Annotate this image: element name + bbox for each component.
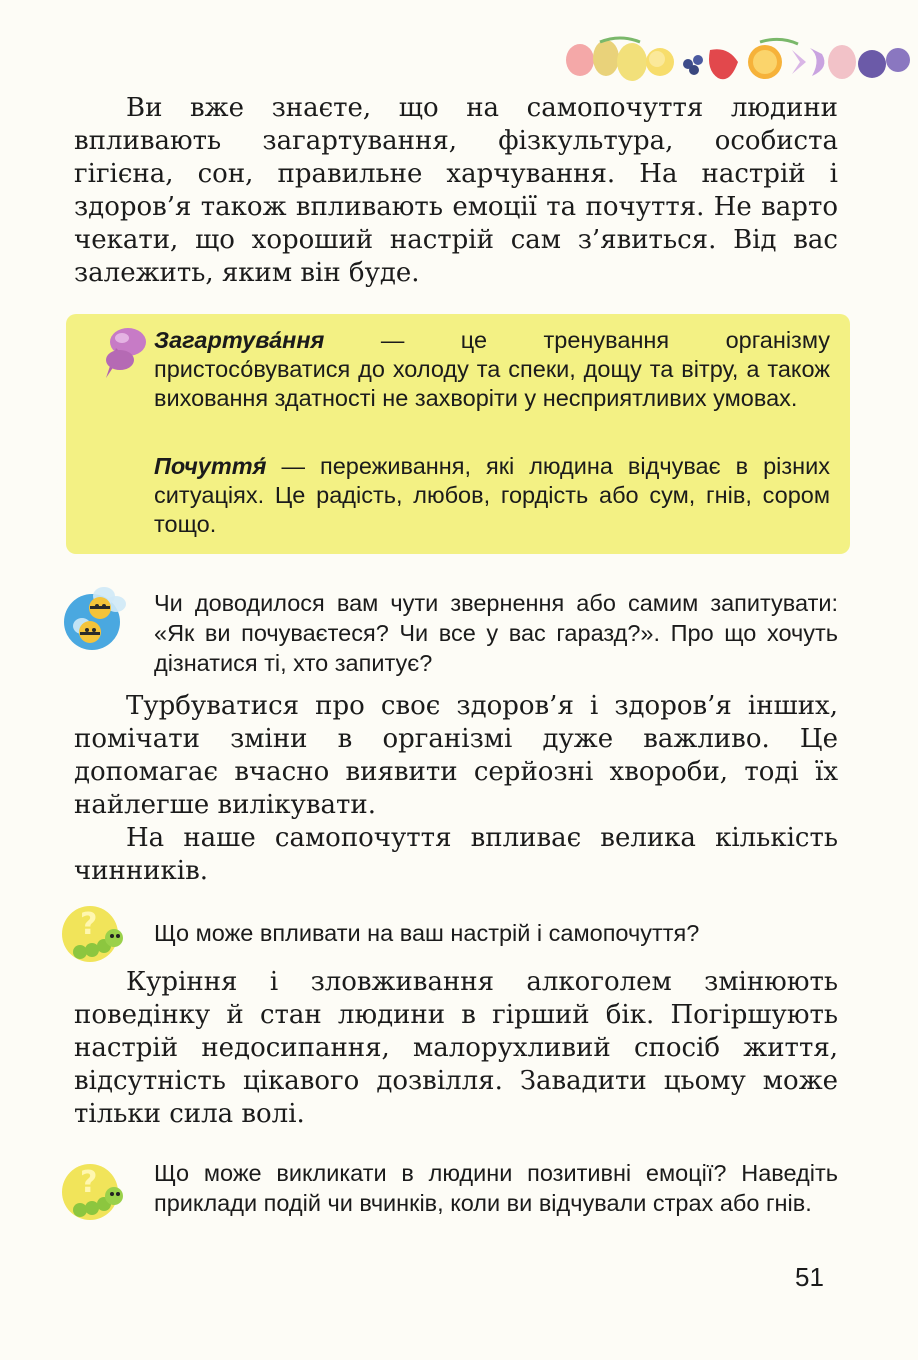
health-care-paragraph: Турбуватися про своє здоров’я і здоров’я інших, помічати зміни в організмі дуже важливо. Це допомагає вчасно виявити серйозні хвороби, тоді їх найлегше вилікувати. (74, 691, 838, 820)
definition-hardening-text: — це тренування організму пристосо́вуватися до холоду та спеки, дощу та вітру, а також виховання здатності не захворіти у несприятливих умовах. (154, 327, 830, 411)
definition-feelings (154, 452, 830, 539)
bad-habits-paragraph: Куріння і зловживання алкоголем змінюють поведінку й стан людини в гірший бік. Погіршують настрій недосипання, малорухливий спосіб життя, відсутність цікавого дозвілля. Завадити цьому може тільки сила волі. (74, 967, 838, 1129)
bees-icon (60, 582, 132, 654)
definition-hardening (154, 326, 830, 413)
svg-text:?: ? (80, 907, 98, 942)
perforated-edge (56, 314, 76, 554)
definition-feelings-text: — переживання, які людина відчуває в різних ситуаціях. Це радість, любов, гордість або сум, гнів, сором тощо. (154, 453, 830, 537)
intro-paragraph: Ви вже знаєте, що на самопочуття людини впливають загартування, фізкультура, особиста гігієна, сон, правильне харчування. На настрій і здоров’я також впливають емоції та почуття. Не варто чекати, що хороший настрій сам з’явиться. Від вас залежить, яким він буде. (74, 93, 838, 288)
discussion-question-1: Чи доводилося вам чути звернення або самим запитувати: «Як ви почуваєтеся? Чи все у вас гаразд?». Про що хочуть дізнатися ті, хто запитує? (154, 590, 838, 676)
fruit-garland-icon (560, 28, 918, 88)
discussion-question-3: Що може викликати в людини позитивні емоції? Наведіть приклади подій чи вчинків, коли ви відчували страх або гнів. (154, 1160, 838, 1216)
pushpin-icon (98, 322, 154, 384)
term-feelings: Почуття́ (154, 453, 267, 479)
page-number: 51 (795, 1262, 824, 1292)
question-caterpillar-icon (58, 900, 130, 966)
term-hardening: Загартува́ння (154, 327, 325, 353)
svg-text:?: ? (80, 1165, 98, 1200)
discussion-question-2: Що може впливати на ваш настрій і самопочуття? (154, 920, 700, 946)
factors-paragraph: На наше самопочуття впливає велика кількість чинників. (74, 823, 838, 886)
perforated-edge-right (844, 314, 856, 554)
question-caterpillar-icon-2 (58, 1158, 130, 1224)
